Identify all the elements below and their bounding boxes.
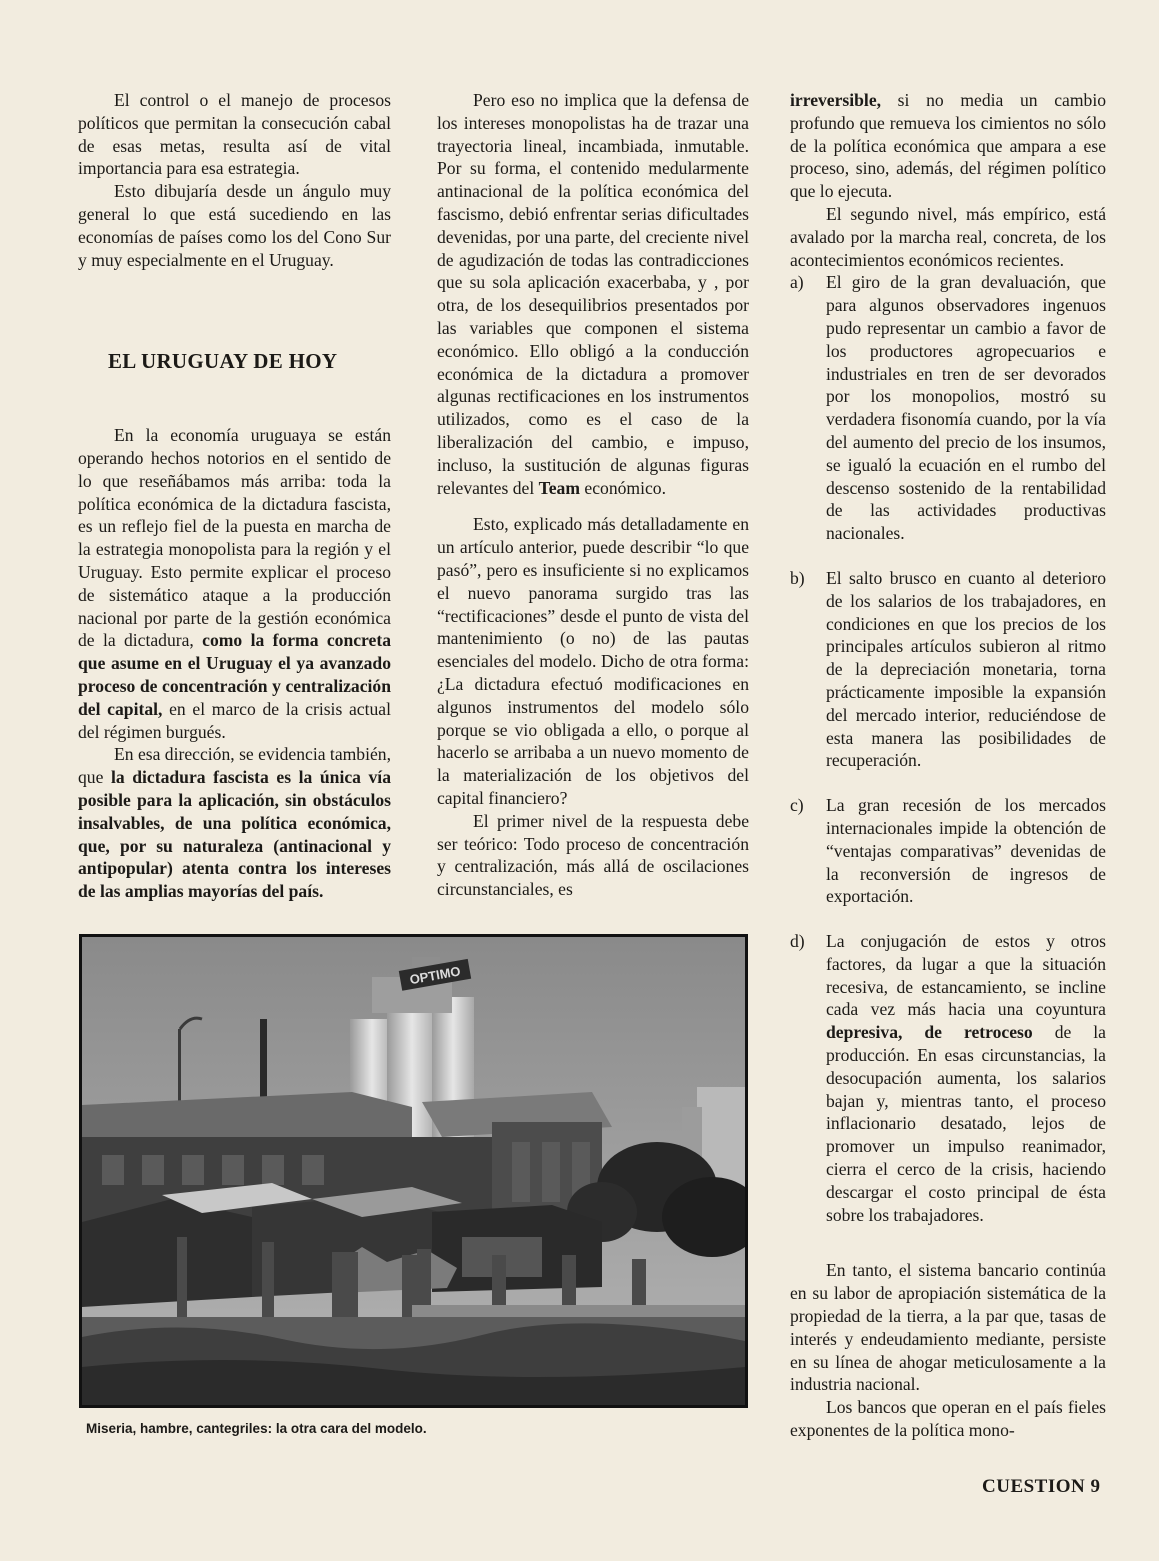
paragraph: En tanto, el sistema bancario continúa en su labor de apropiación sistemática de la propiedad de la tierra, a la par que, tasas de interés y endeudamiento mediante, persiste en su línea de ahogar meticulosamente a la industria nacional.: [790, 1260, 1106, 1395]
column-3: [790, 89, 1106, 1442]
list-item: [790, 930, 1106, 1226]
list-item: [790, 271, 1106, 545]
list-text: La conjugación de estos y otros factores, da lugar a que la situación recesiva, de estancamiento, se incline cada vez más hacia una coyuntura depresiva, de retroceso de la producción. En esas circunstancias, la desocupación aumenta, los salarios bajan y, mientras tanto, el proceso inflacionario desatado, lejos de promover un impulso reanimador, cierra el cerco de la crisis, haciendo descargar el costo principal de ésta sobre los trabajadores.: [826, 931, 1106, 1225]
photograph: [79, 934, 748, 1408]
list-label: b): [790, 567, 805, 588]
paragraph: En esa dirección, se evidencia también, que la dictadura fascista es la única vía posible para la aplicación, sin obstáculos insalvables, de una política económica, que, por su naturaleza (antinacional y antipopular) atenta contra los intereses de las amplias mayorías del país.: [78, 744, 391, 902]
list-text: El giro de la gran devaluación, que para algunos observadores ingenuos pudo representar un cambio a favor de los productores agropecuarios e industriales en tren de ser devorados por los monopolios, mostró su verdadera fisonomía cuando, por la vía del aumento del precio de los insumos, se igualó la ecuación en el rumbo del descenso sostenido de la rentabilidad de las actividades productivas nacionales.: [826, 272, 1106, 544]
list-label: a): [790, 272, 804, 293]
paragraph: El control o el manejo de procesos políticos que permitan la consecución cabal de esas metas, resulta así de vital importancia para esa estrategia.: [78, 90, 391, 179]
paragraph: Los bancos que operan en el país fieles exponentes de la política mono-: [790, 1397, 1106, 1441]
paragraph: En la economía uruguaya se están operando hechos notorios en el sentido de lo que reseñábamos más arriba: toda la política económica de la dictadura fascista, es un reflejo fiel de la puesta en marcha de la estrategia monopolista para la región y el Uruguay. Esto permite explicar el proceso de sistemático ataque a la producción nacional por parte de la gestión económica de la dictadura, como la forma concreta que asume en el Uruguay el ya avanzado proceso de concentración y centralización del capital, en el marco de la crisis actual del régimen burgués.: [78, 425, 391, 742]
column-1: [78, 89, 391, 903]
column-2: [437, 89, 749, 901]
list-text: El salto brusco en cuanto al deterioro de los salarios de los trabajadores, en condiciones en que los precios de los principales artículos subieron al ritmo de la depreciación monetaria, torna prácticamente imposible la expansión del mercado interior, reduciéndose de esta manera las posibilidades de recuperación.: [826, 567, 1106, 771]
list-item: [790, 567, 1106, 772]
paragraph: Esto dibujaría desde un ángulo muy general lo que está sucediendo en las economías de países como los del Cono Sur y muy especialmente en el Uruguay.: [78, 181, 391, 270]
list-item: [790, 794, 1106, 908]
photo-caption: Miseria, hambre, cantegriles: la otra cara del modelo.: [86, 1421, 427, 1436]
bold-text: la dictadura fascista es la única vía posible para la aplicación, sin obstáculos insalvables, de una política económica, que, por su naturaleza (antinacional y antipopular) atenta contra los intereses de las amplias mayorías del país.: [78, 767, 391, 902]
bold-text: Team: [538, 477, 580, 498]
section-heading: EL URUGUAY DE HOY: [108, 349, 338, 374]
bold-text: como la forma concreta que asume en el Uruguay el ya avanzado proceso de concentración y centralización del capital,: [78, 630, 391, 719]
list-label: d): [790, 931, 805, 952]
factory-sign-text: OPTIMO: [408, 963, 462, 988]
factory-slum-photo: [82, 937, 745, 1405]
page-footer: CUESTION 9: [982, 1476, 1101, 1497]
paragraph: Pero eso no implica que la defensa de los intereses monopolistas ha de trazar una trayectoria lineal, incambiada, inmutable. Por su forma, el contenido medularmente antinacional de la política económica del fascismo, debió enfrentar serias dificultades devenidas, por una parte, del creciente nivel de agudización de todas las contradicciones que su sola aplicación exacerbaba, y , por otra, de los desequilibrios presentados por las variables que componen el sistema económico. Ello obligó a la conducción económica de la dictadura a promover algunas rectificaciones en los instrumentos utilizados, como es el caso de la liberalización del cambio, e impuso, incluso, la sustitución de algunas figuras relevantes del Team económico.: [437, 90, 749, 498]
list-label: c): [790, 795, 804, 816]
list-text: La gran recesión de los mercados internacionales impide la obtención de “ventajas comparativas” devenidas de la reconversión de ingresos de exportación.: [826, 795, 1106, 907]
paragraph: El segundo nivel, más empírico, está avalado por la marcha real, concreta, de los acontecimientos económicos recientes.: [790, 203, 1106, 270]
paragraph: Esto, explicado más detalladamente en un artículo anterior, puede describir “lo que pasó”, pero es insuficiente si no explicamos el nuevo panorama surgido tras las “rectificaciones” desde el punto de vista del mantenimiento (o no) de las pautas esenciales del modelo. Dicho de otra forma: ¿La dictadura efectuó modificaciones en algunos instrumentos del modelo sólo porque se vio obligada a ello, o porque al hacerlo se arribaba a un nuevo momento de la materialización de los objetivos del capital financiero?: [437, 514, 749, 808]
paragraph: El primer nivel de la respuesta debe ser teórico: Todo proceso de concentración y centralización, más allá de oscilaciones circunstanciales, es: [437, 810, 749, 900]
paragraph: irreversible, si no media un cambio profundo que remueva los cimientos no sólo de la política económica que ampara a ese proceso, sino, además, del régimen político que lo ejecuta.: [790, 90, 1106, 202]
bold-text: irreversible,: [790, 90, 882, 110]
bold-text: depresiva, de retroceso: [826, 1022, 1033, 1043]
